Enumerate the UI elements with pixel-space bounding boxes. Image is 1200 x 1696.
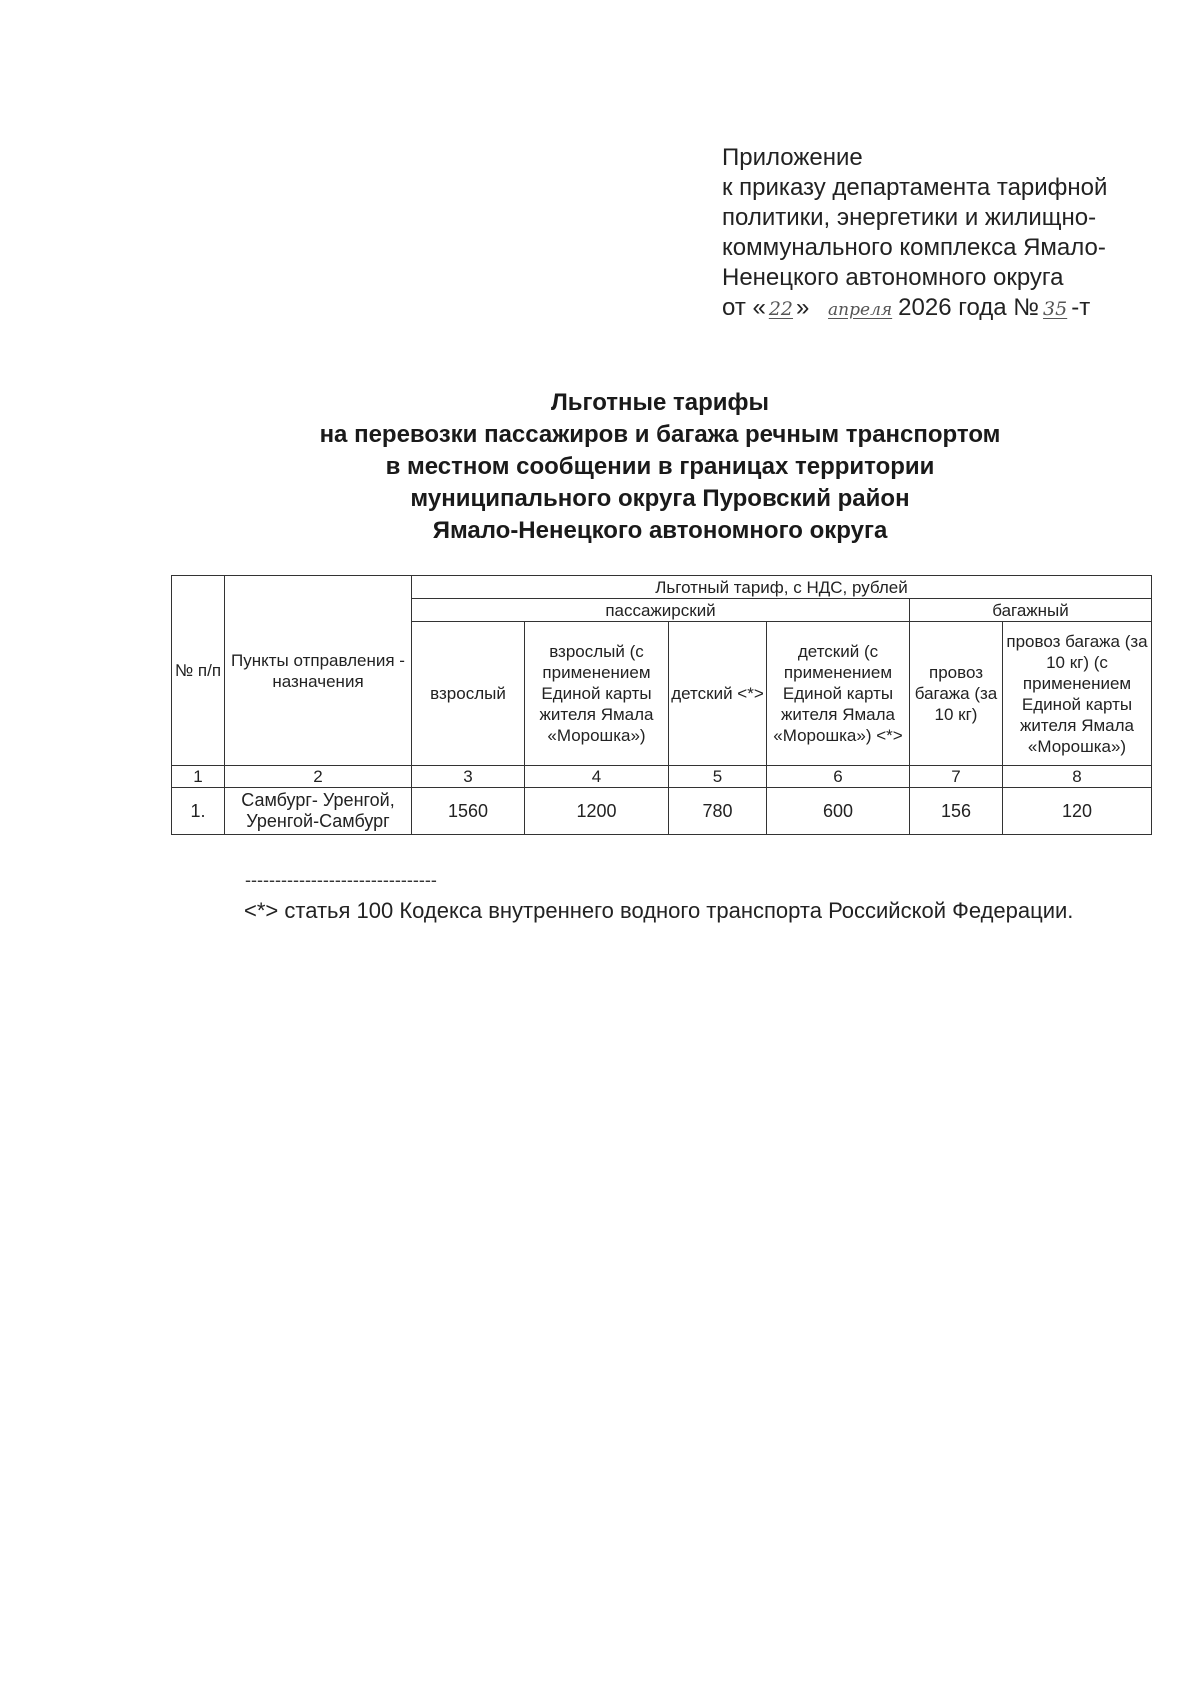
title-line: в местном сообщении в границах территории [385,453,935,480]
header-child-card: детский (с применением Единой карты жителя Ямала «Морошка») <*> [767,622,910,766]
appendix-line: к приказу департамента тарифной [722,174,1108,201]
handwritten-month: апреля [828,300,893,320]
header-passenger: пассажирский [412,599,910,622]
appendix-line: коммунального комплекса Ямало- [722,234,1106,261]
header-adult: взрослый [412,622,525,766]
order-suffix: -т [1071,294,1091,321]
header-baggage-10kg: провоз багажа (за 10 кг) [910,622,1003,766]
header-adult-card: взрослый (с применением Единой карты жителя Ямала «Морошка») [525,622,669,766]
tariff-table [171,575,1152,835]
header-child: детский <*> [669,622,767,766]
value-adult-card: 1200 [525,788,669,835]
title-line: Ямало-Ненецкого автономного округа [432,517,888,544]
value-child: 780 [669,788,767,835]
date-year: 2026 года № [898,294,1040,321]
column-number: 2 [225,766,412,788]
order-date-line [722,293,1162,325]
column-number: 3 [412,766,525,788]
appendix-line: Ненецкого автономного округа [722,264,1064,291]
date-prefix: от « [722,294,766,321]
value-adult: 1560 [412,788,525,835]
route-line: Уренгой-Самбург [246,811,390,831]
value-baggage: 156 [910,788,1003,835]
header-baggage-10kg-card: провоз багажа (за 10 кг) (с применением Единой карты жителя Ямала «Морошка») [1003,622,1152,766]
column-number: 6 [767,766,910,788]
table-row [172,788,1152,835]
title-line: на перевозки пассажиров и багажа речным транспортом [319,421,1001,448]
column-number: 4 [525,766,669,788]
title-line: Льготные тарифы [550,389,770,416]
appendix-line: политики, энергетики и жилищно- [722,204,1097,231]
column-number: 7 [910,766,1003,788]
column-number: 5 [669,766,767,788]
appendix-block [722,143,1162,325]
column-number: 1 [172,766,225,788]
document-title [160,387,1160,547]
handwritten-order-number: 35 [1043,298,1068,320]
column-number: 8 [1003,766,1152,788]
header-col-route: Пункты отправления - назначения [225,576,412,766]
route-cell [225,788,412,835]
handwritten-day: 22 [768,298,794,320]
value-baggage-card: 120 [1003,788,1152,835]
column-number-row [172,766,1152,788]
header-baggage: багажный [910,599,1152,622]
appendix-line: Приложение [722,144,863,171]
row-number: 1. [172,788,225,835]
value-child-card: 600 [767,788,910,835]
footnote-separator: -------------------------------- [245,870,437,890]
date-mid: » [796,294,810,321]
title-line: муниципального округа Пуровский район [410,485,910,512]
header-group-tariff: Льготный тариф, с НДС, рублей [412,576,1152,599]
header-col-no: № п/п [172,576,225,766]
route-line: Самбург- Уренгой, [241,790,395,810]
footnote-text: <*> статья 100 Кодекса внутреннего водного транспорта Российской Федерации. [244,898,1074,923]
